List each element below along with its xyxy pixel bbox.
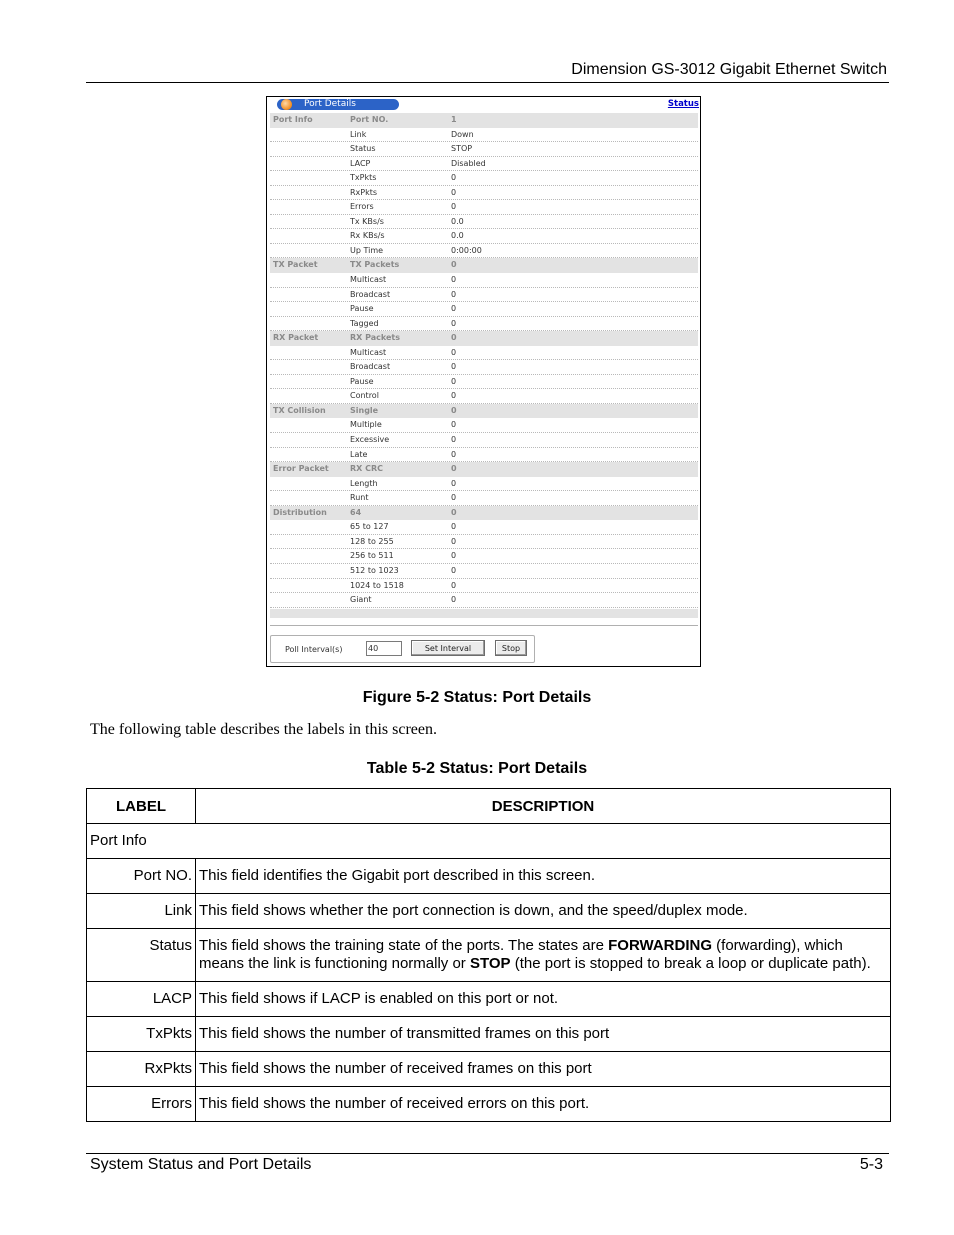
desc-part: (the port is stopped to break a loop or duplicate path).	[510, 955, 871, 972]
row-description: This field shows whether the port connection is down, and the speed/duplex mode.	[196, 894, 891, 929]
detail-row	[270, 302, 698, 317]
detail-row	[270, 142, 698, 157]
field-value: Disabled	[451, 158, 486, 168]
detail-row	[270, 418, 698, 433]
row-description: This field shows the number of received frames on this port	[196, 1052, 891, 1087]
field-value: 0	[451, 333, 457, 343]
field-label: Control	[350, 391, 379, 401]
field-label: Up Time	[350, 245, 384, 255]
detail-row	[270, 593, 698, 608]
field-value: 0	[451, 260, 457, 270]
section-row	[270, 462, 698, 477]
detail-row	[270, 535, 698, 550]
field-label: 128 to 255	[350, 536, 394, 546]
field-label: RX Packets	[350, 333, 401, 343]
field-value: 0	[451, 304, 457, 314]
table-row	[87, 1087, 891, 1122]
table-section-row	[87, 824, 891, 859]
field-label: Rx KBs/s	[350, 231, 385, 241]
row-label: LACP	[87, 982, 196, 1017]
detail-row	[270, 215, 698, 230]
field-value: 0	[451, 595, 457, 605]
field-label: RxPkts	[350, 187, 378, 197]
group-label: Port Info	[273, 115, 313, 124]
field-label: RX CRC	[350, 464, 384, 474]
detail-row	[270, 317, 698, 332]
field-value: 0	[451, 420, 457, 430]
field-value: 0	[451, 362, 457, 372]
detail-row	[270, 229, 698, 244]
field-value: 0	[451, 478, 457, 488]
detail-row	[270, 273, 698, 288]
field-label: Excessive	[350, 435, 390, 445]
row-description: This field shows the number of transmitted frames on this port	[196, 1017, 891, 1052]
group-label: Error Packet	[273, 464, 329, 474]
section-row	[270, 258, 698, 273]
divider	[270, 625, 698, 626]
section-row	[270, 331, 698, 346]
detail-row	[270, 200, 698, 215]
label-header: LABEL	[87, 789, 196, 824]
group-label: TX Collision	[273, 405, 326, 415]
field-label: Multicast	[350, 275, 387, 285]
description-table	[86, 788, 891, 1122]
row-label: Errors	[87, 1087, 196, 1122]
field-label: Multiple	[350, 420, 382, 430]
detail-row	[270, 157, 698, 172]
detail-row	[270, 433, 698, 448]
field-value: 0:00:00	[451, 245, 482, 255]
field-value: Down	[451, 129, 474, 139]
table-row	[87, 894, 891, 929]
page-header	[86, 60, 889, 83]
field-value: 0	[451, 289, 457, 299]
field-value: 0	[451, 173, 457, 183]
detail-row	[270, 448, 698, 463]
table-row	[87, 1017, 891, 1052]
row-description: This field shows if LACP is enabled on this port or not.	[196, 982, 891, 1017]
desc-bold-stop: STOP	[469, 955, 511, 972]
field-label: Tx KBs/s	[350, 216, 384, 226]
field-value: 0	[451, 318, 457, 328]
field-value: 0	[451, 493, 457, 503]
field-label: 65 to 127	[350, 522, 389, 532]
field-value: 0	[451, 202, 457, 212]
table-row	[87, 859, 891, 894]
figure-caption: Figure 5-2 Status: Port Details	[362, 689, 592, 706]
desc-part: This field shows the training state of the ports. The states are	[199, 937, 609, 954]
orange-bullet-icon	[281, 99, 292, 110]
table-row	[87, 929, 891, 982]
field-value: 1	[451, 115, 457, 124]
field-label: Multicast	[350, 347, 387, 357]
group-label: Distribution	[273, 507, 327, 517]
field-value: 0	[451, 435, 457, 445]
field-label: Pause	[350, 376, 374, 386]
field-label: Link	[350, 129, 367, 139]
status-link[interactable]: Status	[667, 99, 699, 109]
table-row	[87, 1052, 891, 1087]
detail-row	[270, 171, 698, 186]
group-label: RX Packet	[273, 333, 319, 343]
section-row	[270, 113, 698, 128]
row-label: RxPkts	[87, 1052, 196, 1087]
field-label: Single	[350, 405, 379, 415]
field-label: Length	[350, 478, 378, 488]
field-label: Pause	[350, 304, 374, 314]
screen-title-pill	[277, 99, 399, 110]
field-value: 0.0	[451, 216, 464, 226]
port-details-screenshot	[266, 96, 701, 667]
field-label: TX Packets	[350, 260, 400, 270]
page-footer	[86, 1153, 889, 1173]
field-value: STOP	[451, 144, 473, 154]
row-label: Link	[87, 894, 196, 929]
detail-row	[270, 549, 698, 564]
poll-interval-input[interactable]	[366, 641, 402, 656]
detail-row	[270, 389, 698, 404]
desc-part: (forwarding), which means the link is functioning normally or	[199, 937, 843, 972]
field-label: Status	[350, 144, 376, 154]
detail-row	[270, 360, 698, 375]
field-value: 0	[451, 536, 457, 546]
detail-row	[270, 477, 698, 492]
row-description	[196, 929, 891, 982]
desc-bold-forwarding: FORWARDING	[608, 937, 712, 954]
field-label: 64	[350, 507, 362, 517]
header-title: Dimension GS-3012 Gigabit Ethernet Switch	[571, 61, 887, 78]
intro-text: The following table describes the labels in this screen.	[90, 721, 438, 738]
field-label: Runt	[350, 493, 369, 503]
field-label: 1024 to 1518	[350, 580, 404, 590]
field-label: Giant	[350, 595, 372, 605]
detail-row	[270, 128, 698, 143]
detail-row	[270, 288, 698, 303]
field-label: Late	[350, 449, 368, 459]
field-label: Errors	[350, 202, 374, 212]
section-row	[270, 506, 698, 521]
row-description: This field shows the number of received errors on this port.	[196, 1087, 891, 1122]
stop-button[interactable]: Stop	[495, 640, 527, 656]
detail-row	[270, 520, 698, 535]
detail-row	[270, 375, 698, 390]
field-value: 0	[451, 565, 457, 575]
field-value: 0	[451, 187, 457, 197]
field-value: 0	[451, 405, 457, 415]
detail-row	[270, 244, 698, 259]
field-value: 0.0	[451, 231, 464, 241]
bottom-spacer	[270, 609, 698, 618]
poll-interval-label: Poll Interval(s)	[285, 645, 343, 654]
detail-row	[270, 579, 698, 594]
field-value: 0	[451, 507, 457, 517]
row-label: Port NO.	[87, 859, 196, 894]
field-label: Tagged	[350, 318, 379, 328]
group-label: TX Packet	[273, 260, 318, 270]
row-description: This field identifies the Gigabit port described in this screen.	[196, 859, 891, 894]
poll-interval-box	[270, 635, 535, 663]
field-label: Broadcast	[350, 289, 391, 299]
footer-left: System Status and Port Details	[90, 1156, 312, 1173]
row-label: Status	[87, 929, 196, 982]
table-caption: Table 5-2 Status: Port Details	[366, 760, 588, 777]
field-value: 0	[451, 275, 457, 285]
field-value: 0	[451, 522, 457, 532]
table-row	[87, 982, 891, 1017]
table-header-row	[87, 789, 891, 824]
footer-page-number: 5-3	[859, 1156, 883, 1173]
detail-row	[270, 186, 698, 201]
section-port-info: Port Info	[87, 824, 891, 859]
field-value: 0	[451, 391, 457, 401]
field-value: 0	[451, 551, 457, 561]
port-details-rows	[270, 113, 698, 618]
field-value: 0	[451, 580, 457, 590]
field-value: 0	[451, 464, 457, 474]
field-label: LACP	[350, 158, 371, 168]
field-label: 256 to 511	[350, 551, 394, 561]
field-value: 0	[451, 347, 457, 357]
field-value: 0	[451, 376, 457, 386]
row-label: TxPkts	[87, 1017, 196, 1052]
field-label: Port NO.	[350, 115, 389, 124]
section-row	[270, 404, 698, 419]
screen-title: Port Details	[304, 99, 356, 109]
set-interval-button[interactable]: Set Interval	[411, 640, 485, 656]
description-header: DESCRIPTION	[196, 789, 891, 824]
field-value: 0	[451, 449, 457, 459]
detail-row	[270, 491, 698, 506]
field-label: TxPkts	[350, 173, 377, 183]
detail-row	[270, 564, 698, 579]
field-label: Broadcast	[350, 362, 391, 372]
field-label: 512 to 1023	[350, 565, 399, 575]
detail-row	[270, 346, 698, 361]
